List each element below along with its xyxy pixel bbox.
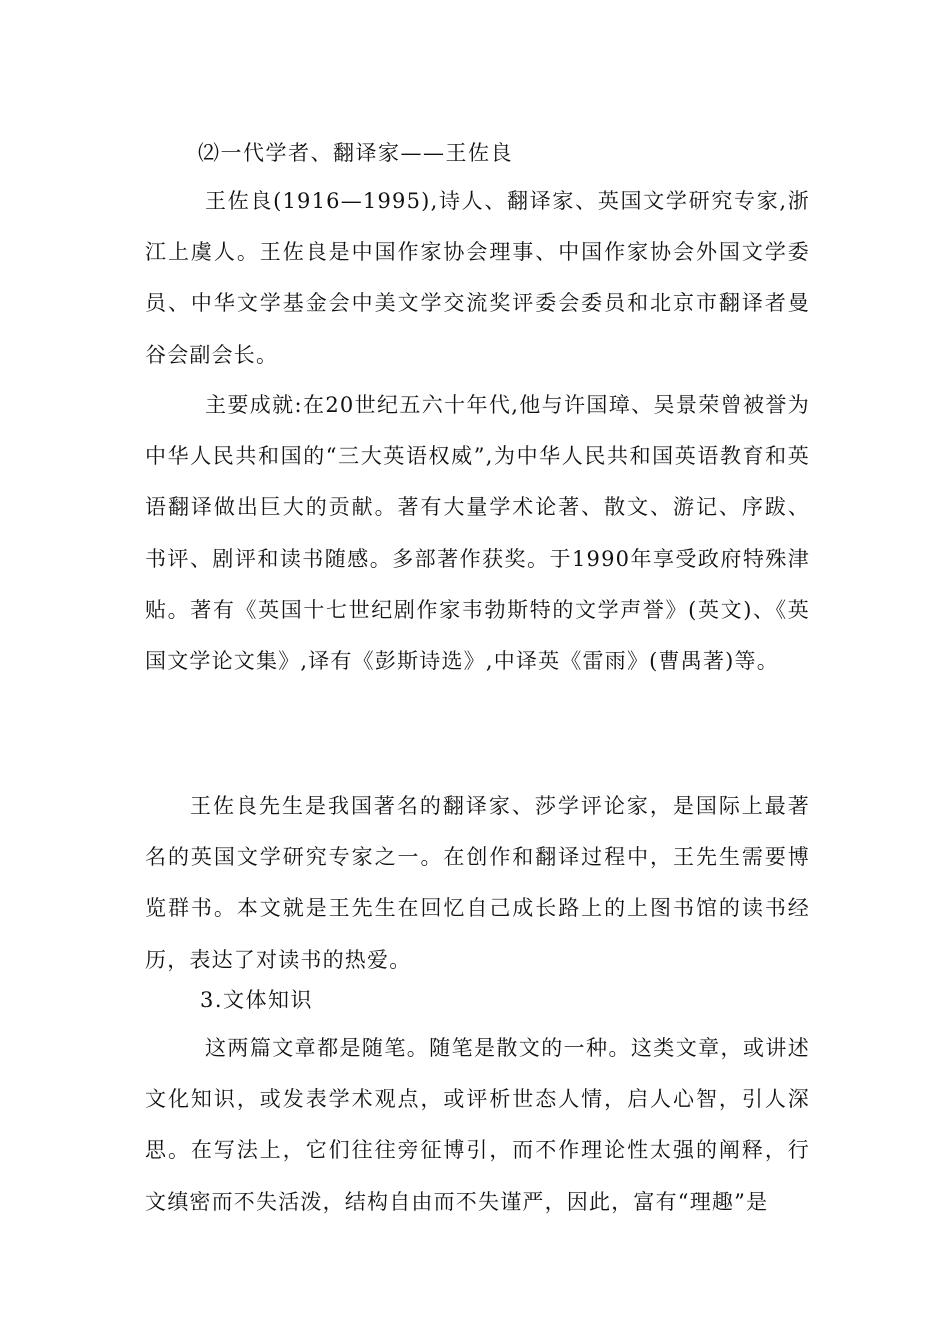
biography-paragraph: 王佐良(1916—1995),诗人、翻译家、英国文学研究专家,浙江上虞人。王佐良是中国作家协会理事、中国作家协会外国文学委员、中华文学基金会中美文学交流奖评委会委员和北京市翻译者曼谷会副会长。 [145, 189, 810, 367]
achievements-paragraph: 主要成就:在20世纪五六十年代,他与许国璋、吴景荣曾被誉为中华人民共和国的“三大英语权威”,为中华人民共和国英语教育和英语翻译做出巨大的贡献。著有大量学术论著、散文、游记、序跋、书评、剧评和读书随感。多部著作获奖。于1990年享受政府特殊津贴。著有《英国十七世纪剧作家韦勃斯特的文学声誉》(英文)、《英国文学论文集》,译有《彭斯诗选》,中译英《雷雨》(曹禺著)等。 [145, 393, 810, 674]
summary-paragraph: 王佐良先生是我国著名的翻译家、莎学评论家，是国际上最著名的英国文学研究专家之一。在创作和翻译过程中，王先生需要博览群书。本文就是王先生在回忆自己成长路上的上图书馆的读书经历，表达了对读书的热爱。 [145, 794, 810, 972]
genre-knowledge-paragraph: 这两篇文章都是随笔。随笔是散文的一种。这类文章，或讲述文化知识，或发表学术观点，或评析世态人情，启人心智，引人深思。在写法上，它们往往旁征博引，而不作理论性太强的阐释，行文缜密而不失活泼，结构自由而不失谨严，因此，富有“理趣”是 [145, 1036, 810, 1214]
section-heading-wang-zuoliang: ⑵一代学者、翻译家——王佐良 [198, 141, 513, 165]
genre-knowledge-heading: 3.文体知识 [200, 988, 314, 1012]
